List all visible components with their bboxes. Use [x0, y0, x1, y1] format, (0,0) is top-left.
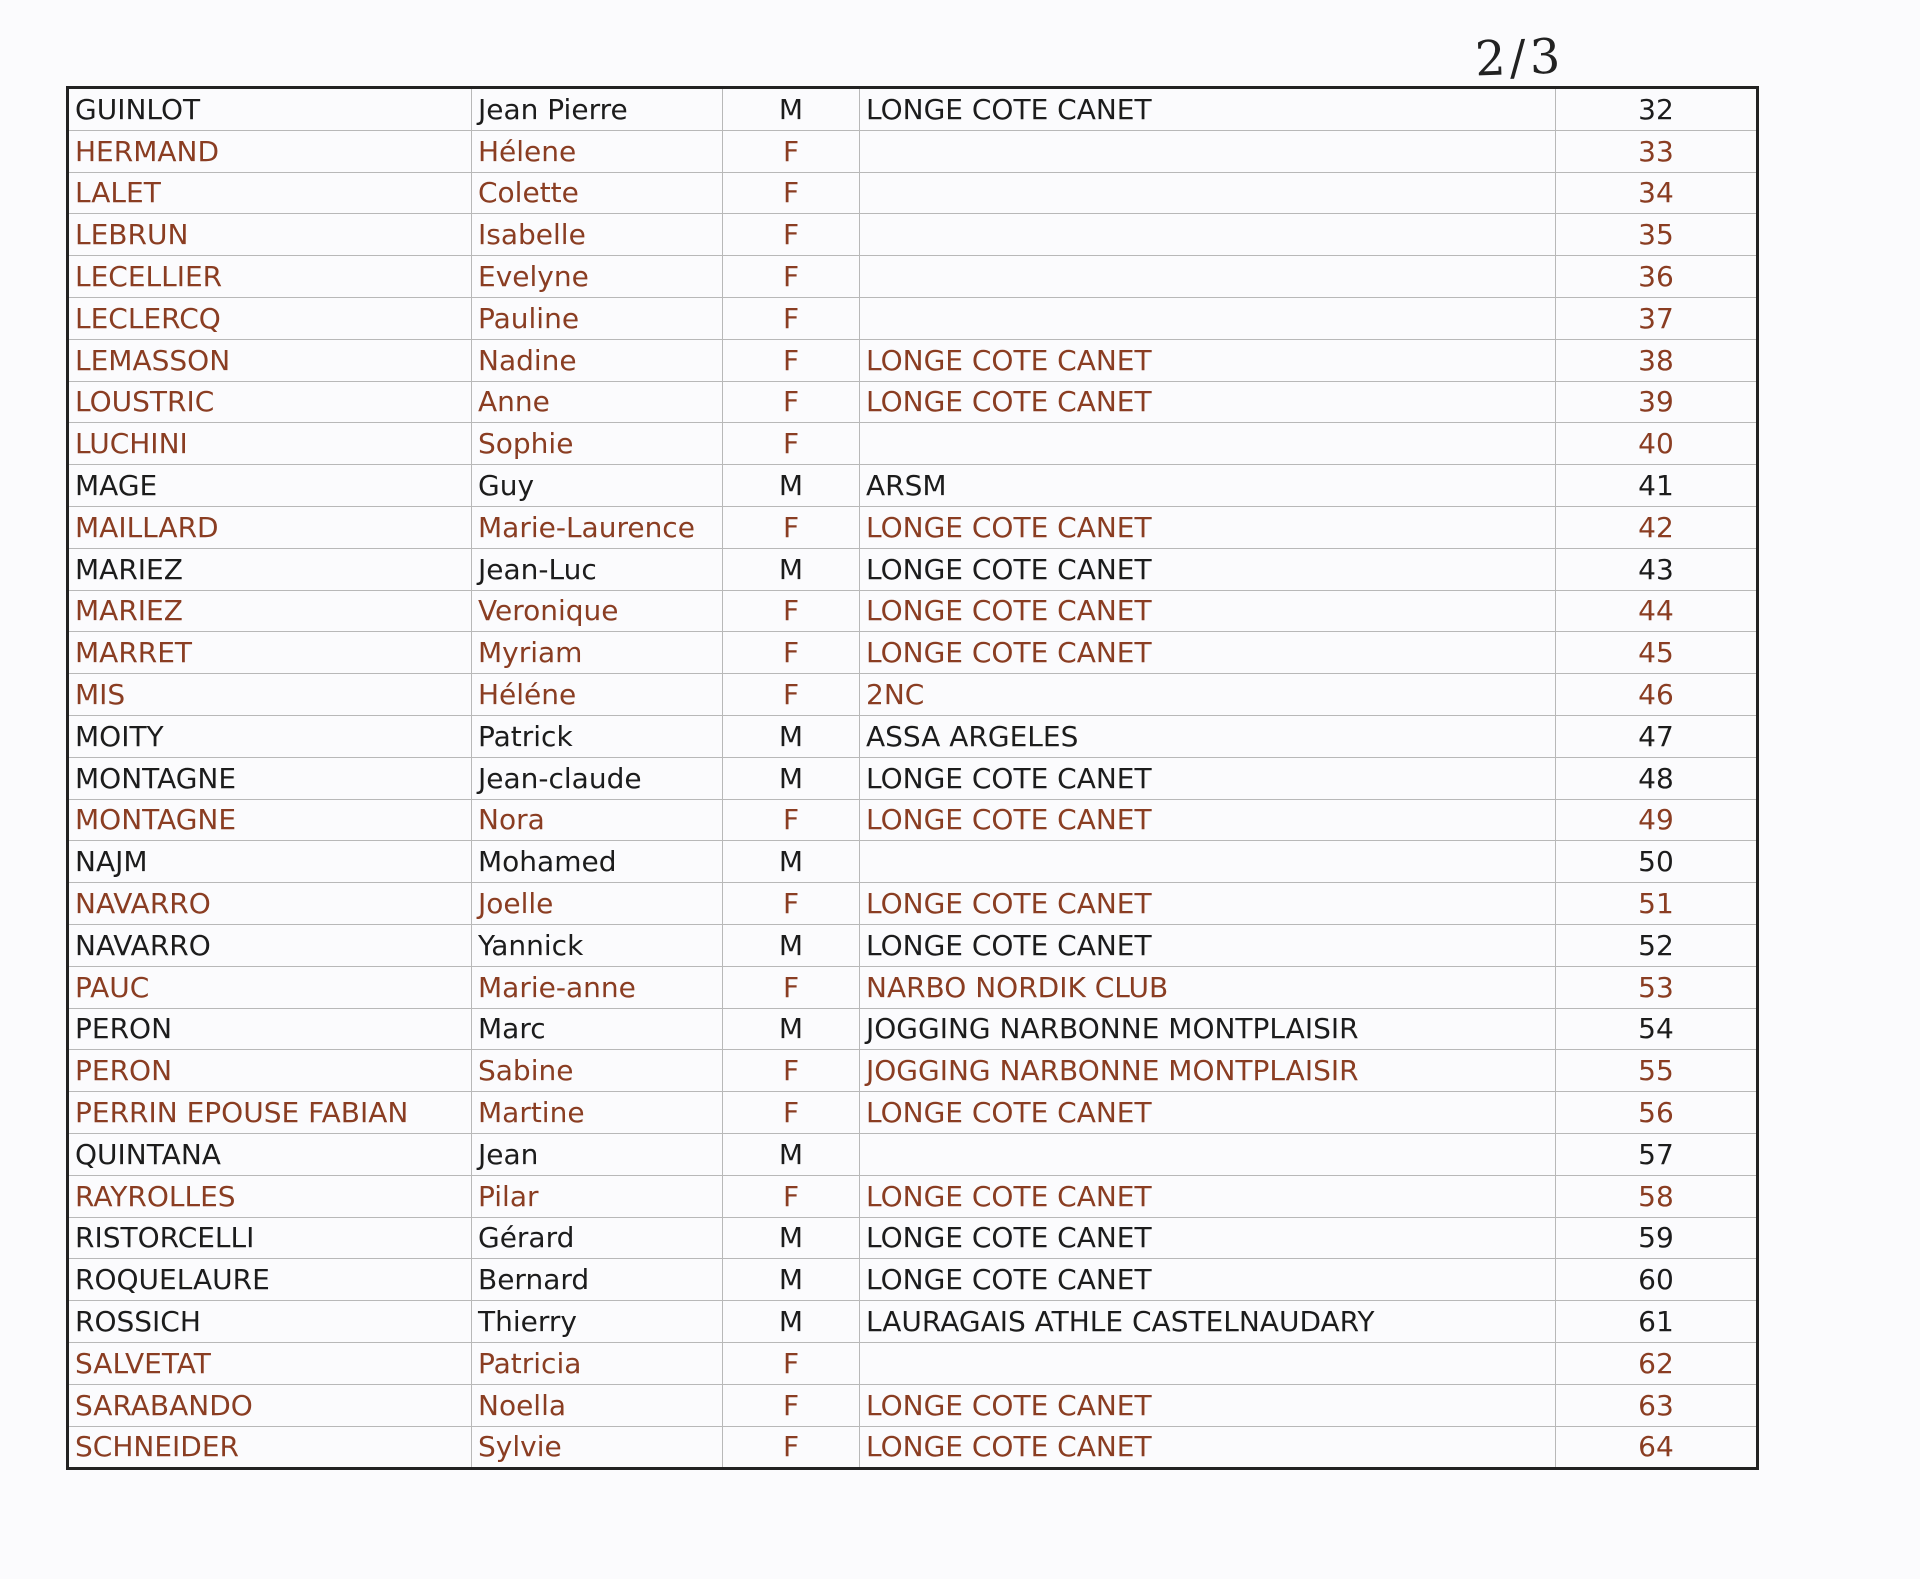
table-row: [68, 1008, 1758, 1050]
last-name-cell: NAJM: [68, 841, 472, 883]
table-row: [68, 465, 1758, 507]
club-cell: [860, 214, 1556, 256]
sex-cell: F: [723, 506, 860, 548]
club-cell: LONGE COTE CANET: [860, 1259, 1556, 1301]
sex-cell: M: [723, 88, 860, 131]
club-cell: JOGGING NARBONNE MONTPLAISIR: [860, 1008, 1556, 1050]
last-name-cell: MARRET: [68, 632, 472, 674]
table-row: [68, 799, 1758, 841]
first-name-cell: Marie-Laurence: [472, 506, 723, 548]
sex-cell: M: [723, 924, 860, 966]
table-row: [68, 297, 1758, 339]
first-name-cell: Patricia: [472, 1342, 723, 1384]
first-name-cell: Gérard: [472, 1217, 723, 1259]
sex-cell: F: [723, 674, 860, 716]
bib-number-cell: 40: [1556, 423, 1758, 465]
last-name-cell: SALVETAT: [68, 1342, 472, 1384]
last-name-cell: PERON: [68, 1050, 472, 1092]
bib-number-cell: 51: [1556, 883, 1758, 925]
club-cell: LONGE COTE CANET: [860, 381, 1556, 423]
club-cell: [860, 423, 1556, 465]
bib-number-cell: 49: [1556, 799, 1758, 841]
participant-table: [66, 86, 1759, 1470]
club-cell: LONGE COTE CANET: [860, 548, 1556, 590]
sex-cell: F: [723, 214, 860, 256]
last-name-cell: ROSSICH: [68, 1301, 472, 1343]
bib-number-cell: 34: [1556, 172, 1758, 214]
table-row: [68, 590, 1758, 632]
sex-cell: F: [723, 339, 860, 381]
bib-number-cell: 47: [1556, 715, 1758, 757]
last-name-cell: MAGE: [68, 465, 472, 507]
bib-number-cell: 37: [1556, 297, 1758, 339]
sex-cell: M: [723, 715, 860, 757]
sex-cell: F: [723, 632, 860, 674]
sex-cell: F: [723, 381, 860, 423]
last-name-cell: PAUC: [68, 966, 472, 1008]
club-cell: LONGE COTE CANET: [860, 88, 1556, 131]
sex-cell: F: [723, 256, 860, 298]
club-cell: LONGE COTE CANET: [860, 632, 1556, 674]
first-name-cell: Marie-anne: [472, 966, 723, 1008]
first-name-cell: Thierry: [472, 1301, 723, 1343]
last-name-cell: HERMAND: [68, 130, 472, 172]
last-name-cell: MAILLARD: [68, 506, 472, 548]
bib-number-cell: 56: [1556, 1092, 1758, 1134]
bib-number-cell: 35: [1556, 214, 1758, 256]
club-cell: LONGE COTE CANET: [860, 506, 1556, 548]
bib-number-cell: 53: [1556, 966, 1758, 1008]
first-name-cell: Guy: [472, 465, 723, 507]
sex-cell: F: [723, 297, 860, 339]
club-cell: LONGE COTE CANET: [860, 1175, 1556, 1217]
club-cell: LONGE COTE CANET: [860, 757, 1556, 799]
last-name-cell: LECLERCQ: [68, 297, 472, 339]
table-row: [68, 1426, 1758, 1469]
club-cell: [860, 256, 1556, 298]
bib-number-cell: 32: [1556, 88, 1758, 131]
table-row: [68, 256, 1758, 298]
bib-number-cell: 44: [1556, 590, 1758, 632]
club-cell: LONGE COTE CANET: [860, 1217, 1556, 1259]
last-name-cell: LECELLIER: [68, 256, 472, 298]
club-cell: LONGE COTE CANET: [860, 924, 1556, 966]
club-cell: 2NC: [860, 674, 1556, 716]
bib-number-cell: 55: [1556, 1050, 1758, 1092]
first-name-cell: Martine: [472, 1092, 723, 1134]
first-name-cell: Jean: [472, 1133, 723, 1175]
club-cell: LAURAGAIS ATHLE CASTELNAUDARY: [860, 1301, 1556, 1343]
bib-number-cell: 54: [1556, 1008, 1758, 1050]
last-name-cell: MARIEZ: [68, 548, 472, 590]
club-cell: [860, 1133, 1556, 1175]
table-row: [68, 1301, 1758, 1343]
club-cell: [860, 297, 1556, 339]
last-name-cell: MIS: [68, 674, 472, 716]
last-name-cell: LEBRUN: [68, 214, 472, 256]
bib-number-cell: 36: [1556, 256, 1758, 298]
last-name-cell: PERRIN EPOUSE FABIAN: [68, 1092, 472, 1134]
club-cell: [860, 1342, 1556, 1384]
table-row: [68, 841, 1758, 883]
club-cell: ASSA ARGELES: [860, 715, 1556, 757]
table-row: [68, 214, 1758, 256]
bib-number-cell: 38: [1556, 339, 1758, 381]
table-row: [68, 1175, 1758, 1217]
first-name-cell: Sophie: [472, 423, 723, 465]
club-cell: ARSM: [860, 465, 1556, 507]
first-name-cell: Patrick: [472, 715, 723, 757]
first-name-cell: Evelyne: [472, 256, 723, 298]
club-cell: LONGE COTE CANET: [860, 339, 1556, 381]
sex-cell: F: [723, 1426, 860, 1469]
first-name-cell: Jean Pierre: [472, 88, 723, 131]
bib-number-cell: 42: [1556, 506, 1758, 548]
club-cell: LONGE COTE CANET: [860, 883, 1556, 925]
last-name-cell: MONTAGNE: [68, 799, 472, 841]
table-row: [68, 674, 1758, 716]
bib-number-cell: 50: [1556, 841, 1758, 883]
sex-cell: F: [723, 1384, 860, 1426]
club-cell: [860, 130, 1556, 172]
table-row: [68, 1384, 1758, 1426]
club-cell: LONGE COTE CANET: [860, 799, 1556, 841]
table-row: [68, 966, 1758, 1008]
bib-number-cell: 43: [1556, 548, 1758, 590]
club-cell: LONGE COTE CANET: [860, 590, 1556, 632]
first-name-cell: Joelle: [472, 883, 723, 925]
first-name-cell: Marc: [472, 1008, 723, 1050]
table-row: [68, 506, 1758, 548]
last-name-cell: ROQUELAURE: [68, 1259, 472, 1301]
last-name-cell: LEMASSON: [68, 339, 472, 381]
last-name-cell: NAVARRO: [68, 883, 472, 925]
sex-cell: F: [723, 1092, 860, 1134]
bib-number-cell: 57: [1556, 1133, 1758, 1175]
table-row: [68, 381, 1758, 423]
first-name-cell: Mohamed: [472, 841, 723, 883]
participant-table-body: [68, 88, 1758, 1469]
bib-number-cell: 33: [1556, 130, 1758, 172]
first-name-cell: Noella: [472, 1384, 723, 1426]
sex-cell: M: [723, 1217, 860, 1259]
sex-cell: M: [723, 757, 860, 799]
table-row: [68, 1259, 1758, 1301]
bib-number-cell: 62: [1556, 1342, 1758, 1384]
bib-number-cell: 60: [1556, 1259, 1758, 1301]
last-name-cell: MOITY: [68, 715, 472, 757]
bib-number-cell: 39: [1556, 381, 1758, 423]
last-name-cell: MONTAGNE: [68, 757, 472, 799]
bib-number-cell: 58: [1556, 1175, 1758, 1217]
table-row: [68, 548, 1758, 590]
first-name-cell: Nadine: [472, 339, 723, 381]
club-cell: LONGE COTE CANET: [860, 1384, 1556, 1426]
sex-cell: F: [723, 590, 860, 632]
last-name-cell: LALET: [68, 172, 472, 214]
last-name-cell: NAVARRO: [68, 924, 472, 966]
last-name-cell: SCHNEIDER: [68, 1426, 472, 1469]
last-name-cell: LUCHINI: [68, 423, 472, 465]
first-name-cell: Sabine: [472, 1050, 723, 1092]
last-name-cell: GUINLOT: [68, 88, 472, 131]
first-name-cell: Jean-Luc: [472, 548, 723, 590]
sex-cell: F: [723, 172, 860, 214]
club-cell: LONGE COTE CANET: [860, 1426, 1556, 1469]
bib-number-cell: 46: [1556, 674, 1758, 716]
table-row: [68, 883, 1758, 925]
sex-cell: F: [723, 966, 860, 1008]
bib-number-cell: 63: [1556, 1384, 1758, 1426]
first-name-cell: Hélene: [472, 130, 723, 172]
first-name-cell: Jean-claude: [472, 757, 723, 799]
first-name-cell: Colette: [472, 172, 723, 214]
bib-number-cell: 61: [1556, 1301, 1758, 1343]
first-name-cell: Héléne: [472, 674, 723, 716]
first-name-cell: Isabelle: [472, 214, 723, 256]
first-name-cell: Pilar: [472, 1175, 723, 1217]
first-name-cell: Nora: [472, 799, 723, 841]
club-cell: [860, 841, 1556, 883]
sex-cell: M: [723, 1133, 860, 1175]
table-row: [68, 1217, 1758, 1259]
bib-number-cell: 48: [1556, 757, 1758, 799]
bib-number-cell: 41: [1556, 465, 1758, 507]
table-row: [68, 339, 1758, 381]
club-cell: [860, 172, 1556, 214]
sex-cell: F: [723, 799, 860, 841]
first-name-cell: Anne: [472, 381, 723, 423]
table-row: [68, 130, 1758, 172]
table-row: [68, 924, 1758, 966]
table-row: [68, 172, 1758, 214]
first-name-cell: Myriam: [472, 632, 723, 674]
last-name-cell: RAYROLLES: [68, 1175, 472, 1217]
sex-cell: F: [723, 1175, 860, 1217]
club-cell: NARBO NORDIK CLUB: [860, 966, 1556, 1008]
last-name-cell: LOUSTRIC: [68, 381, 472, 423]
club-cell: JOGGING NARBONNE MONTPLAISIR: [860, 1050, 1556, 1092]
sex-cell: F: [723, 130, 860, 172]
last-name-cell: QUINTANA: [68, 1133, 472, 1175]
table-row: [68, 88, 1758, 131]
table-row: [68, 1133, 1758, 1175]
last-name-cell: SARABANDO: [68, 1384, 472, 1426]
last-name-cell: RISTORCELLI: [68, 1217, 472, 1259]
sex-cell: M: [723, 548, 860, 590]
sex-cell: F: [723, 883, 860, 925]
table-row: [68, 1050, 1758, 1092]
sex-cell: M: [723, 1008, 860, 1050]
table-row: [68, 757, 1758, 799]
sex-cell: M: [723, 1301, 860, 1343]
first-name-cell: Pauline: [472, 297, 723, 339]
sex-cell: F: [723, 423, 860, 465]
first-name-cell: Yannick: [472, 924, 723, 966]
sex-cell: M: [723, 1259, 860, 1301]
sex-cell: M: [723, 841, 860, 883]
bib-number-cell: 59: [1556, 1217, 1758, 1259]
first-name-cell: Veronique: [472, 590, 723, 632]
table-row: [68, 423, 1758, 465]
table-row: [68, 632, 1758, 674]
last-name-cell: PERON: [68, 1008, 472, 1050]
table-row: [68, 715, 1758, 757]
table-row: [68, 1342, 1758, 1384]
table-row: [68, 1092, 1758, 1134]
first-name-cell: Bernard: [472, 1259, 723, 1301]
first-name-cell: Sylvie: [472, 1426, 723, 1469]
bib-number-cell: 52: [1556, 924, 1758, 966]
club-cell: LONGE COTE CANET: [860, 1092, 1556, 1134]
sex-cell: F: [723, 1050, 860, 1092]
sex-cell: M: [723, 465, 860, 507]
page-number: 2/3: [1474, 28, 1566, 88]
last-name-cell: MARIEZ: [68, 590, 472, 632]
sex-cell: F: [723, 1342, 860, 1384]
bib-number-cell: 45: [1556, 632, 1758, 674]
bib-number-cell: 64: [1638, 1430, 1674, 1464]
